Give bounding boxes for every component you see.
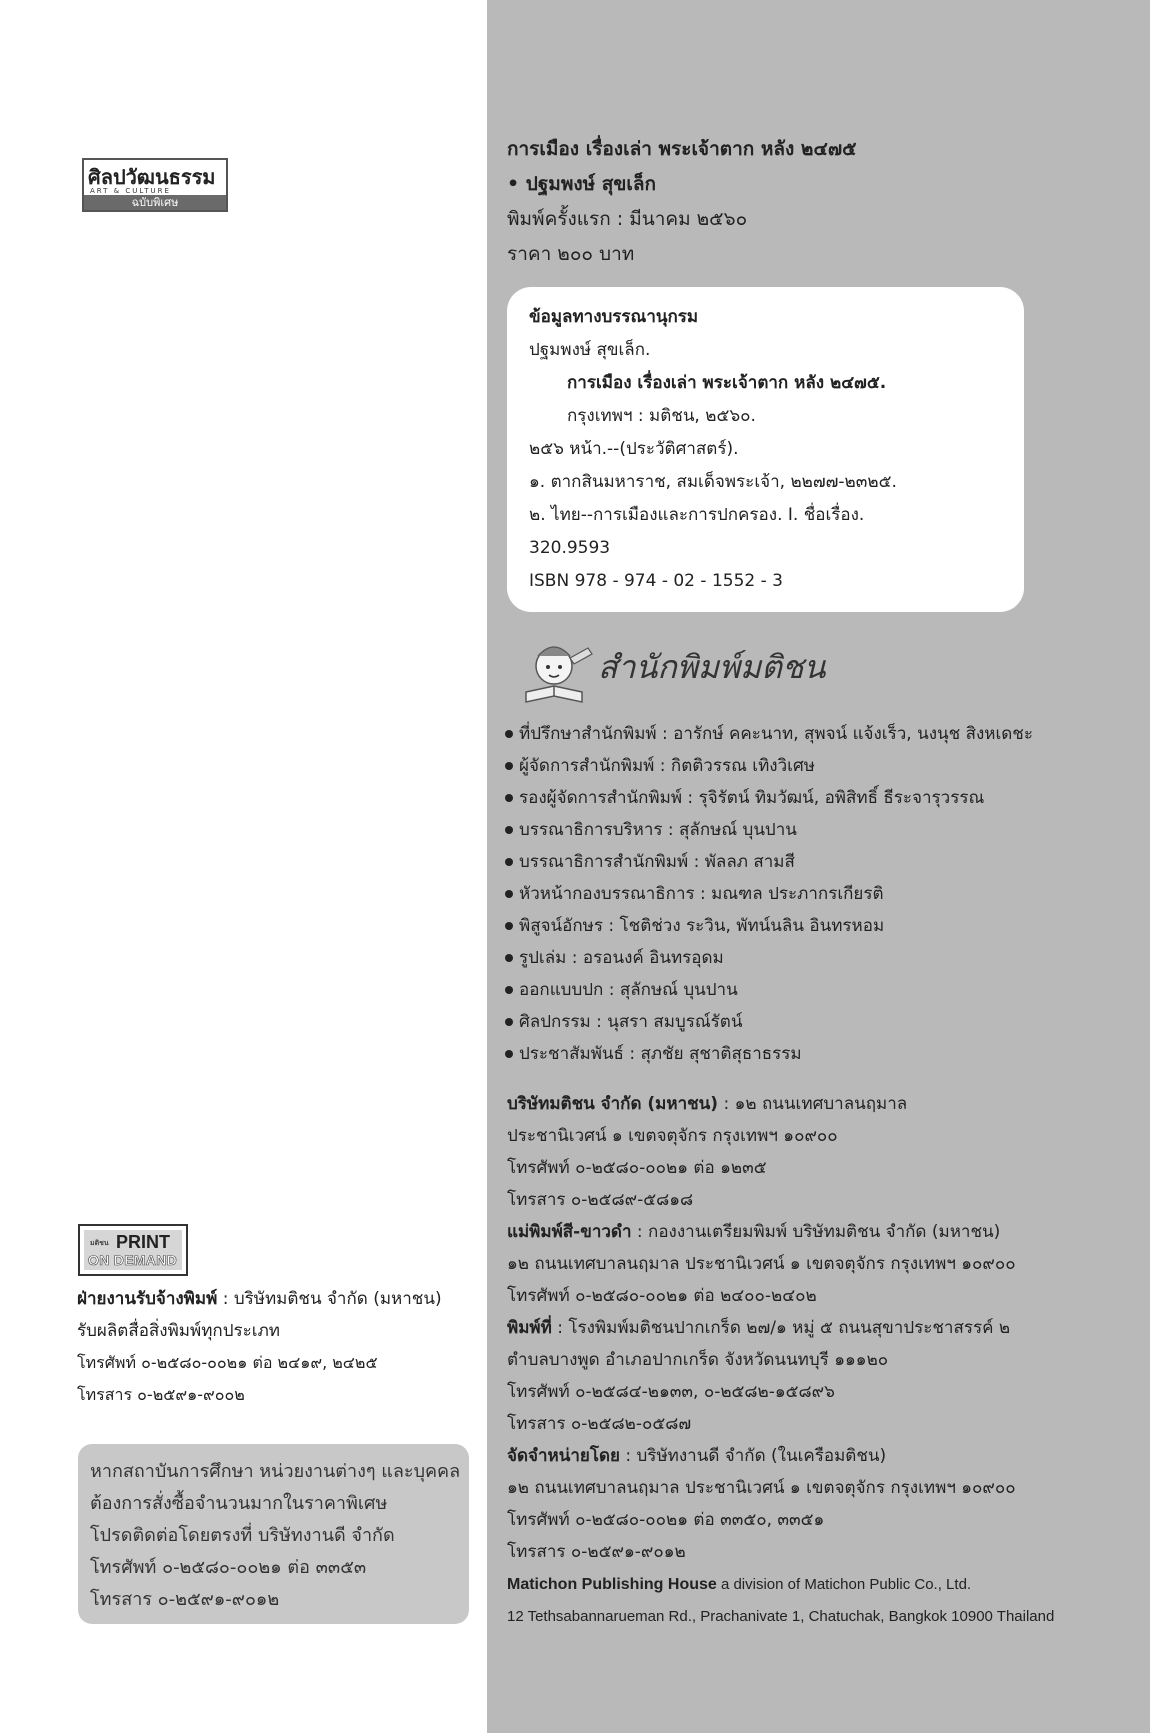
bullet-icon — [505, 1018, 513, 1026]
contact-line: ต้องการสั่งซื้อจำนวนมากในราคาพิเศษ — [90, 1493, 388, 1514]
book-price: ราคา ๒๐๐ บาท — [507, 243, 635, 265]
staff-text: ผู้จัดการสำนักพิมพ์ : กิตติวรรณ เทิงวิเศษ — [519, 756, 815, 776]
english-publisher-division: a division of Matichon Public Co., Ltd. — [716, 1576, 972, 1593]
distributor-address: ๑๒ ถนนเทศบาลนฤมาล ประชานิเวศน์ ๑ เขตจตุจักร กรุงเทพฯ ๑๐๙๐๐ — [507, 1478, 1016, 1498]
plate-maker-line — [507, 1216, 1147, 1248]
staff-item — [505, 1006, 1145, 1038]
printing-service-description: รับผลิตสื่อสิ่งพิมพ์ทุกประเภท — [77, 1321, 280, 1341]
matichon-company-phone: โทรศัพท์ ๐-๒๕๘๐-๐๐๒๑ ต่อ ๑๒๓๕ — [507, 1158, 767, 1178]
reading-mascot-icon — [518, 630, 598, 710]
staff-item — [505, 1038, 1145, 1070]
staff-text: บรรณาธิการบริหาร : สุลักษณ์ บุนปาน — [519, 820, 797, 840]
catalog-classification: 320.9593 — [529, 538, 611, 558]
staff-item — [505, 974, 1145, 1006]
bulk-order-contact-box — [78, 1444, 469, 1624]
staff-item — [505, 718, 1145, 750]
first-print-date: พิมพ์ครั้งแรก : มีนาคม ๒๕๖๐ — [507, 208, 748, 230]
contact-line: โปรดติดต่อโดยตรงที่ บริษัทงานดี จำกัด — [90, 1525, 395, 1546]
company-info — [507, 1088, 1147, 1633]
pod-print-text: PRINT — [116, 1232, 170, 1252]
staff-item — [505, 942, 1145, 974]
printer-fax: โทรสาร ๐-๒๕๘๒-๐๕๘๗ — [507, 1414, 692, 1434]
staff-item — [505, 910, 1145, 942]
distributor-fax: โทรสาร ๐-๒๕๙๑-๙๐๑๒ — [507, 1542, 686, 1562]
bullet-icon — [505, 826, 513, 834]
staff-item — [505, 750, 1145, 782]
english-publisher-name: Matichon Publishing House — [507, 1576, 717, 1593]
catalog-heading: ข้อมูลทางบรรณานุกรม — [529, 307, 699, 327]
book-title: การเมือง เรื่องเล่า พระเจ้าตาก หลัง ๒๔๗๕ — [507, 138, 857, 160]
distributor-heading: จัดจำหน่ายโดย — [507, 1446, 620, 1466]
matichon-company-name: บริษัทมติชน จำกัด (มหาชน) — [507, 1094, 719, 1114]
printing-service-heading-line — [77, 1283, 477, 1315]
plate-maker-phone: โทรศัพท์ ๐-๒๕๘๐-๐๐๒๑ ต่อ ๒๔๐๐-๒๔๐๒ — [507, 1286, 817, 1306]
staff-text: รองผู้จัดการสำนักพิมพ์ : รุจิรัตน์ ทิมวัฒน์, อพิสิทธิ์ ธีระจารุวรรณ — [519, 788, 985, 808]
catalog-title: การเมือง เรื่องเล่า พระเจ้าตาก หลัง ๒๔๗๕. — [567, 373, 887, 393]
printing-service-company: : บริษัทมติชน จำกัด (มหาชน) — [217, 1289, 442, 1309]
printer-company: : โรงพิมพ์มติชนปากเกร็ด ๒๗/๑ หมู่ ๕ ถนนสุขาประชาสรรค์ ๒ — [551, 1318, 1011, 1338]
contact-line: หากสถาบันการศึกษา หน่วยงานต่างๆ และบุคคล — [90, 1461, 461, 1482]
bullet-icon — [505, 858, 513, 866]
printer-address: ตำบลบางพูด อำเภอปากเกร็ด จังหวัดนนทบุรี ๑๑๑๒๐ — [507, 1350, 889, 1370]
bullet-icon — [505, 1050, 513, 1058]
bullet-icon — [505, 954, 513, 962]
matichon-company-line — [507, 1088, 1147, 1120]
staff-text: หัวหน้ากองบรรณาธิการ : มณฑล ประภากรเกียรติ — [519, 884, 884, 904]
silpa-watthanatham-logo — [82, 158, 228, 212]
catalog-author: ปฐมพงษ์ สุขเล็ก. — [529, 340, 651, 360]
cataloging-data-box — [507, 287, 1024, 612]
staff-item — [505, 782, 1145, 814]
logo-title: ศิลปวัฒนธรรม — [88, 165, 216, 189]
bullet-icon — [505, 922, 513, 930]
printer-heading: พิมพ์ที่ — [507, 1318, 552, 1338]
printing-service-fax: โทรสาร ๐-๒๕๙๑-๙๐๐๒ — [77, 1385, 245, 1404]
english-publisher-line — [507, 1568, 1147, 1601]
staff-text: ประชาสัมพันธ์ : สุภชัย สุชาติสุธาธรรม — [519, 1044, 802, 1064]
matichon-mini-icon: มติชน — [90, 1239, 109, 1247]
publisher-logo-text: สำนักพิมพ์มติชน — [598, 648, 826, 686]
print-on-demand-logo — [78, 1224, 188, 1276]
staff-text: รูปเล่ม : อรอนงค์ อินทรอุดม — [519, 948, 724, 968]
pod-on-demand-text: ON DEMAND — [88, 1252, 178, 1268]
matichon-company-address: ประชานิเวศน์ ๑ เขตจตุจักร กรุงเทพฯ ๑๐๙๐๐ — [507, 1126, 838, 1146]
bullet-icon — [505, 890, 513, 898]
bullet-icon — [505, 986, 513, 994]
staff-item — [505, 814, 1145, 846]
printing-service-heading: ฝ่ายงานรับจ้างพิมพ์ — [77, 1289, 218, 1309]
logo-edition: ฉบับพิเศษ — [84, 195, 226, 210]
matichon-company-address-start: : ๑๒ ถนนเทศบาลนฤมาล — [718, 1094, 908, 1114]
staff-text: พิสูจน์อักษร : โชติช่วง ระวิน, พัทน์นลิน อินทรหอม — [519, 916, 885, 936]
pod-logo-inner — [84, 1230, 182, 1270]
staff-list — [505, 718, 1145, 1070]
logo-subtitle: ART & CULTURE — [90, 187, 171, 195]
distributor-company: : บริษัทงานดี จำกัด (ในเครือมติชน) — [619, 1446, 887, 1466]
catalog-pages: ๒๕๖ หน้า.--(ประวัติศาสตร์). — [529, 439, 739, 459]
plate-maker-address: ๑๒ ถนนเทศบาลนฤมาล ประชานิเวศน์ ๑ เขตจตุจักร กรุงเทพฯ ๑๐๙๐๐ — [507, 1254, 1016, 1274]
printer-phone: โทรศัพท์ ๐-๒๕๘๔-๒๑๓๓, ๐-๒๕๘๒-๑๕๘๙๖ — [507, 1382, 835, 1402]
printing-service-section — [77, 1283, 477, 1411]
english-publisher-address: 12 Tethsabannarueman Rd., Prachanivate 1, Chatuchak, Bangkok 10900 Thailand — [507, 1608, 1055, 1625]
plate-maker-heading: แม่พิมพ์สี-ขาวดำ — [507, 1222, 632, 1242]
contact-line: โทรศัพท์ ๐-๒๕๘๐-๐๐๒๑ ต่อ ๓๓๕๓ — [90, 1557, 367, 1578]
distributor-phone: โทรศัพท์ ๐-๒๕๘๐-๐๐๒๑ ต่อ ๓๓๕๐, ๓๓๕๑ — [507, 1510, 825, 1530]
catalog-subject-1: ๑. ตากสินมหาราช, สมเด็จพระเจ้า, ๒๒๗๗-๒๓๒๕. — [529, 472, 897, 492]
matichon-publisher-logo — [518, 630, 848, 710]
bullet-icon — [505, 762, 513, 770]
printing-service-phone: โทรศัพท์ ๐-๒๕๘๐-๐๐๒๑ ต่อ ๒๔๑๙, ๒๔๒๕ — [77, 1353, 378, 1372]
book-author: • ปฐมพงษ์ สุขเล็ก — [507, 173, 656, 195]
staff-text: ออกแบบปก : สุลักษณ์ บุนปาน — [519, 980, 738, 1000]
printer-line — [507, 1312, 1147, 1344]
catalog-subject-2: ๒. ไทย--การเมืองและการปกครอง. I. ชื่อเรื่อง. — [529, 505, 865, 525]
bullet-icon — [505, 794, 513, 802]
plate-maker-company: : กองงานเตรียมพิมพ์ บริษัทมติชน จำกัด (มหาชน) — [631, 1222, 1001, 1242]
distributor-line — [507, 1440, 1147, 1472]
staff-text: ที่ปรึกษาสำนักพิมพ์ : อารักษ์ คคะนาท, สุพจน์ แจ้งเร็ว, นงนุช สิงหเดชะ — [519, 724, 1033, 744]
matichon-company-fax: โทรสาร ๐-๒๕๘๙-๕๘๑๘ — [507, 1190, 694, 1210]
staff-text: ศิลปกรรม : นุสรา สมบูรณ์รัตน์ — [519, 1012, 743, 1032]
catalog-isbn: ISBN 978 - 974 - 02 - 1552 - 3 — [529, 571, 783, 591]
bullet-icon — [505, 730, 513, 738]
staff-item — [505, 846, 1145, 878]
contact-line: โทรสาร ๐-๒๕๙๑-๙๐๑๒ — [90, 1589, 280, 1610]
catalog-publication: กรุงเทพฯ : มติชน, ๒๕๖๐. — [567, 406, 756, 426]
staff-text: บรรณาธิการสำนักพิมพ์ : พัลลภ สามสี — [519, 852, 795, 872]
book-info — [507, 132, 1127, 272]
staff-item — [505, 878, 1145, 910]
